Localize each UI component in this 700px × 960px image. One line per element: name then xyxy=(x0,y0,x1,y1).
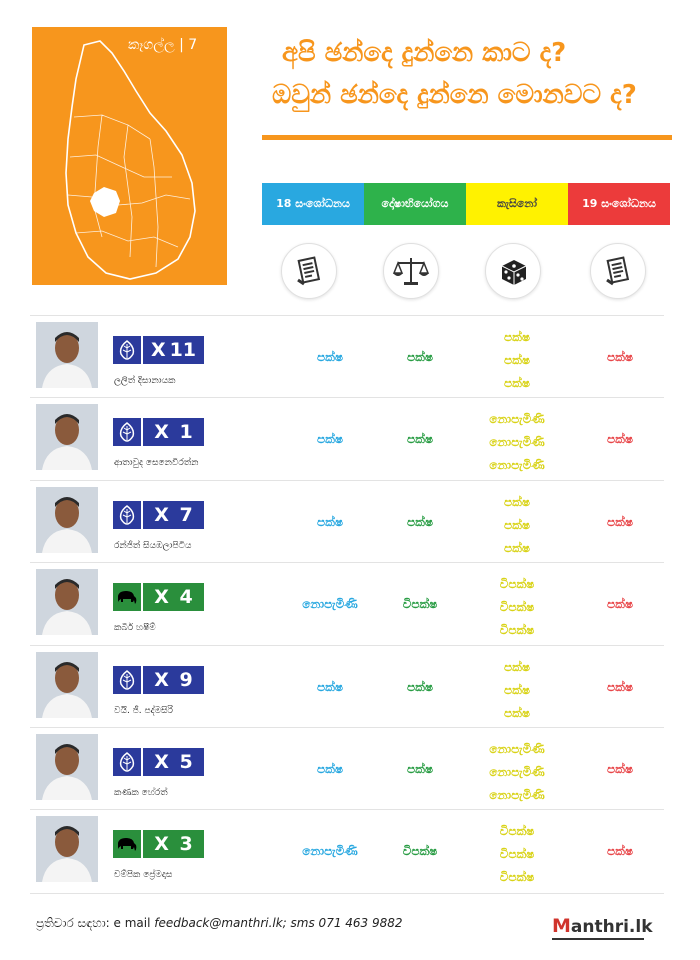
vote-19th-amendment: පක්ෂ xyxy=(607,844,633,858)
vote-impeachment: පක්ෂ xyxy=(407,432,433,446)
sri-lanka-map xyxy=(32,27,227,285)
row-divider xyxy=(30,893,664,894)
issue-tab-19th-amendment: 19 සංශෝධනය xyxy=(568,183,670,225)
candidate-photo xyxy=(36,322,98,388)
vote-entry: නොපැමිණි xyxy=(489,435,545,449)
candidate-name: රන්ජිත් සියඹලාපිටිය xyxy=(114,541,192,551)
vote-mark: X xyxy=(154,504,169,526)
vote-19th-amendment: පක්ෂ xyxy=(607,762,633,776)
vote-mark: X xyxy=(154,751,169,773)
row-divider xyxy=(30,562,664,563)
manthri-logo[interactable] xyxy=(552,915,653,937)
vote-impeachment: පක්ෂ xyxy=(407,350,433,364)
betel-leaf-icon xyxy=(113,748,143,776)
vote-entry: විපක්ෂ xyxy=(499,847,535,861)
vote-entry: පක්ෂ xyxy=(504,495,530,509)
preference-badge xyxy=(113,418,204,446)
vote-impeachment: පක්ෂ xyxy=(407,680,433,694)
district-map-panel xyxy=(32,27,227,285)
footer-sms: sms 071 463 9882 xyxy=(286,916,403,930)
preference-number-value: 11 xyxy=(169,339,197,361)
vote-entry: විපක්ෂ xyxy=(499,623,535,637)
betel-leaf-icon xyxy=(113,336,143,364)
preference-badge xyxy=(113,336,204,364)
candidate-name: වයි. ජී. පද්මසිරි xyxy=(114,706,173,716)
vote-impeachment: පක්ෂ xyxy=(407,515,433,529)
vote-18th-amendment: පක්ෂ xyxy=(317,350,343,364)
vote-19th-amendment: පක්ෂ xyxy=(607,350,633,364)
footer-email[interactable]: feedback@manthri.lk; xyxy=(154,916,287,930)
issue-tab-18th-amendment: 18 සංශෝධනය xyxy=(262,183,364,225)
preference-number-value: 9 xyxy=(179,669,193,691)
candidate-photo xyxy=(36,569,98,635)
vote-entry: විපක්ෂ xyxy=(499,600,535,614)
headline-line-1: අපි ඡන්දෙ දුන්නෙ කාට ද? xyxy=(282,38,567,68)
vote-18th-amendment: පක්ෂ xyxy=(317,515,343,529)
vote-entry: නොපැමිණි xyxy=(489,742,545,756)
vote-impeachment: විපක්ෂ xyxy=(402,844,438,858)
vote-entry: පක්ෂ xyxy=(504,353,530,367)
vote-casino xyxy=(467,656,567,725)
vote-entry: නොපැමිණි xyxy=(489,788,545,802)
preference-badge xyxy=(113,501,204,529)
vote-entry: පක්ෂ xyxy=(504,683,530,697)
vote-casino xyxy=(467,491,567,560)
document-icon xyxy=(590,243,646,299)
logo-underline xyxy=(552,938,644,940)
vote-entry: පක්ෂ xyxy=(504,541,530,555)
vote-mark: X xyxy=(154,586,169,608)
row-divider xyxy=(30,397,664,398)
headline-divider xyxy=(262,135,672,140)
vote-18th-amendment: පක්ෂ xyxy=(317,432,343,446)
preference-number-value: 1 xyxy=(179,421,193,443)
vote-entry: පක්ෂ xyxy=(504,518,530,532)
vote-entry: නොපැමිණි xyxy=(489,412,545,426)
document-icon xyxy=(281,243,337,299)
preference-badge xyxy=(113,748,204,776)
betel-leaf-icon xyxy=(113,666,143,694)
preference-badge xyxy=(113,583,204,611)
vote-casino xyxy=(467,326,567,395)
preference-badge xyxy=(113,666,204,694)
row-divider xyxy=(30,315,664,316)
logo-initial: M xyxy=(552,915,571,937)
vote-entry: පක්ෂ xyxy=(504,706,530,720)
vote-entry: නොපැමිණි xyxy=(489,458,545,472)
vote-entry: නොපැමිණි xyxy=(489,765,545,779)
row-divider xyxy=(30,727,664,728)
dice-icon xyxy=(485,243,541,299)
vote-mark: X xyxy=(154,833,169,855)
candidate-photo xyxy=(36,816,98,882)
betel-leaf-icon xyxy=(113,501,143,529)
vote-entry: පක්ෂ xyxy=(504,376,530,390)
preference-number xyxy=(143,504,204,526)
row-divider xyxy=(30,645,664,646)
vote-entry: පක්ෂ xyxy=(504,660,530,674)
vote-entry: විපක්ෂ xyxy=(499,577,535,591)
vote-19th-amendment: පක්ෂ xyxy=(607,680,633,694)
candidate-name: කණක හේරත් xyxy=(114,788,168,798)
candidate-name: කබීර් හෂීම් xyxy=(114,623,156,633)
issue-tab-casino: කැසිනෝ xyxy=(466,183,568,225)
headline-line-2: ඔවුන් ඡන්දෙ දුන්නෙ මොනවට ද? xyxy=(272,80,637,110)
vote-entry: පක්ෂ xyxy=(504,330,530,344)
footer-prefix: ප්‍රතිචාර සඳහා: e mail xyxy=(36,916,155,930)
vote-casino xyxy=(467,408,567,477)
candidate-photo xyxy=(36,404,98,470)
vote-casino xyxy=(467,820,567,889)
vote-18th-amendment: නොපැමිණි xyxy=(302,597,358,611)
betel-leaf-icon xyxy=(113,418,143,446)
vote-entry: විපක්ෂ xyxy=(499,870,535,884)
vote-mark: X xyxy=(154,669,169,691)
preference-badge xyxy=(113,830,204,858)
vote-entry: විපක්ෂ xyxy=(499,824,535,838)
vote-impeachment: පක්ෂ xyxy=(407,762,433,776)
vote-19th-amendment: පක්ෂ xyxy=(607,432,633,446)
candidate-name: ආතාවුද සෙනෙවිරත්න xyxy=(114,458,199,468)
candidate-photo xyxy=(36,487,98,553)
elephant-icon xyxy=(113,583,143,611)
vote-19th-amendment: පක්ෂ xyxy=(607,515,633,529)
district-label: කෑගල්ල | 7 xyxy=(128,37,198,53)
vote-18th-amendment: නොපැමිණි xyxy=(302,844,358,858)
kegalle-district-highlight xyxy=(90,187,120,217)
vote-18th-amendment: පක්ෂ xyxy=(317,762,343,776)
preference-number xyxy=(143,669,204,691)
preference-number-value: 7 xyxy=(179,504,193,526)
vote-casino xyxy=(467,738,567,807)
elephant-icon xyxy=(113,830,143,858)
vote-mark: X xyxy=(154,421,169,443)
candidate-photo xyxy=(36,652,98,718)
preference-number xyxy=(143,751,204,773)
vote-19th-amendment: පක්ෂ xyxy=(607,597,633,611)
row-divider xyxy=(30,480,664,481)
vote-impeachment: විපක්ෂ xyxy=(402,597,438,611)
vote-mark: X xyxy=(150,339,166,361)
preference-number-value: 4 xyxy=(179,586,193,608)
row-divider xyxy=(30,809,664,810)
vote-18th-amendment: පක්ෂ xyxy=(317,680,343,694)
candidate-name: චම්පික ප්‍රේමදාස xyxy=(114,870,173,880)
preference-number-value: 3 xyxy=(179,833,193,855)
issue-tab-impeachment: දෝෂාභියෝගය xyxy=(364,183,466,225)
preference-number xyxy=(143,339,204,361)
scales-icon xyxy=(383,243,439,299)
preference-number xyxy=(143,833,204,855)
logo-text: anthri.lk xyxy=(570,917,653,937)
preference-number xyxy=(143,586,204,608)
candidate-photo xyxy=(36,734,98,800)
candidate-name: ලලිත් දිසානායක xyxy=(114,376,176,386)
vote-casino xyxy=(467,573,567,642)
preference-number-value: 5 xyxy=(179,751,193,773)
footer-contact xyxy=(36,916,403,931)
preference-number xyxy=(143,421,204,443)
